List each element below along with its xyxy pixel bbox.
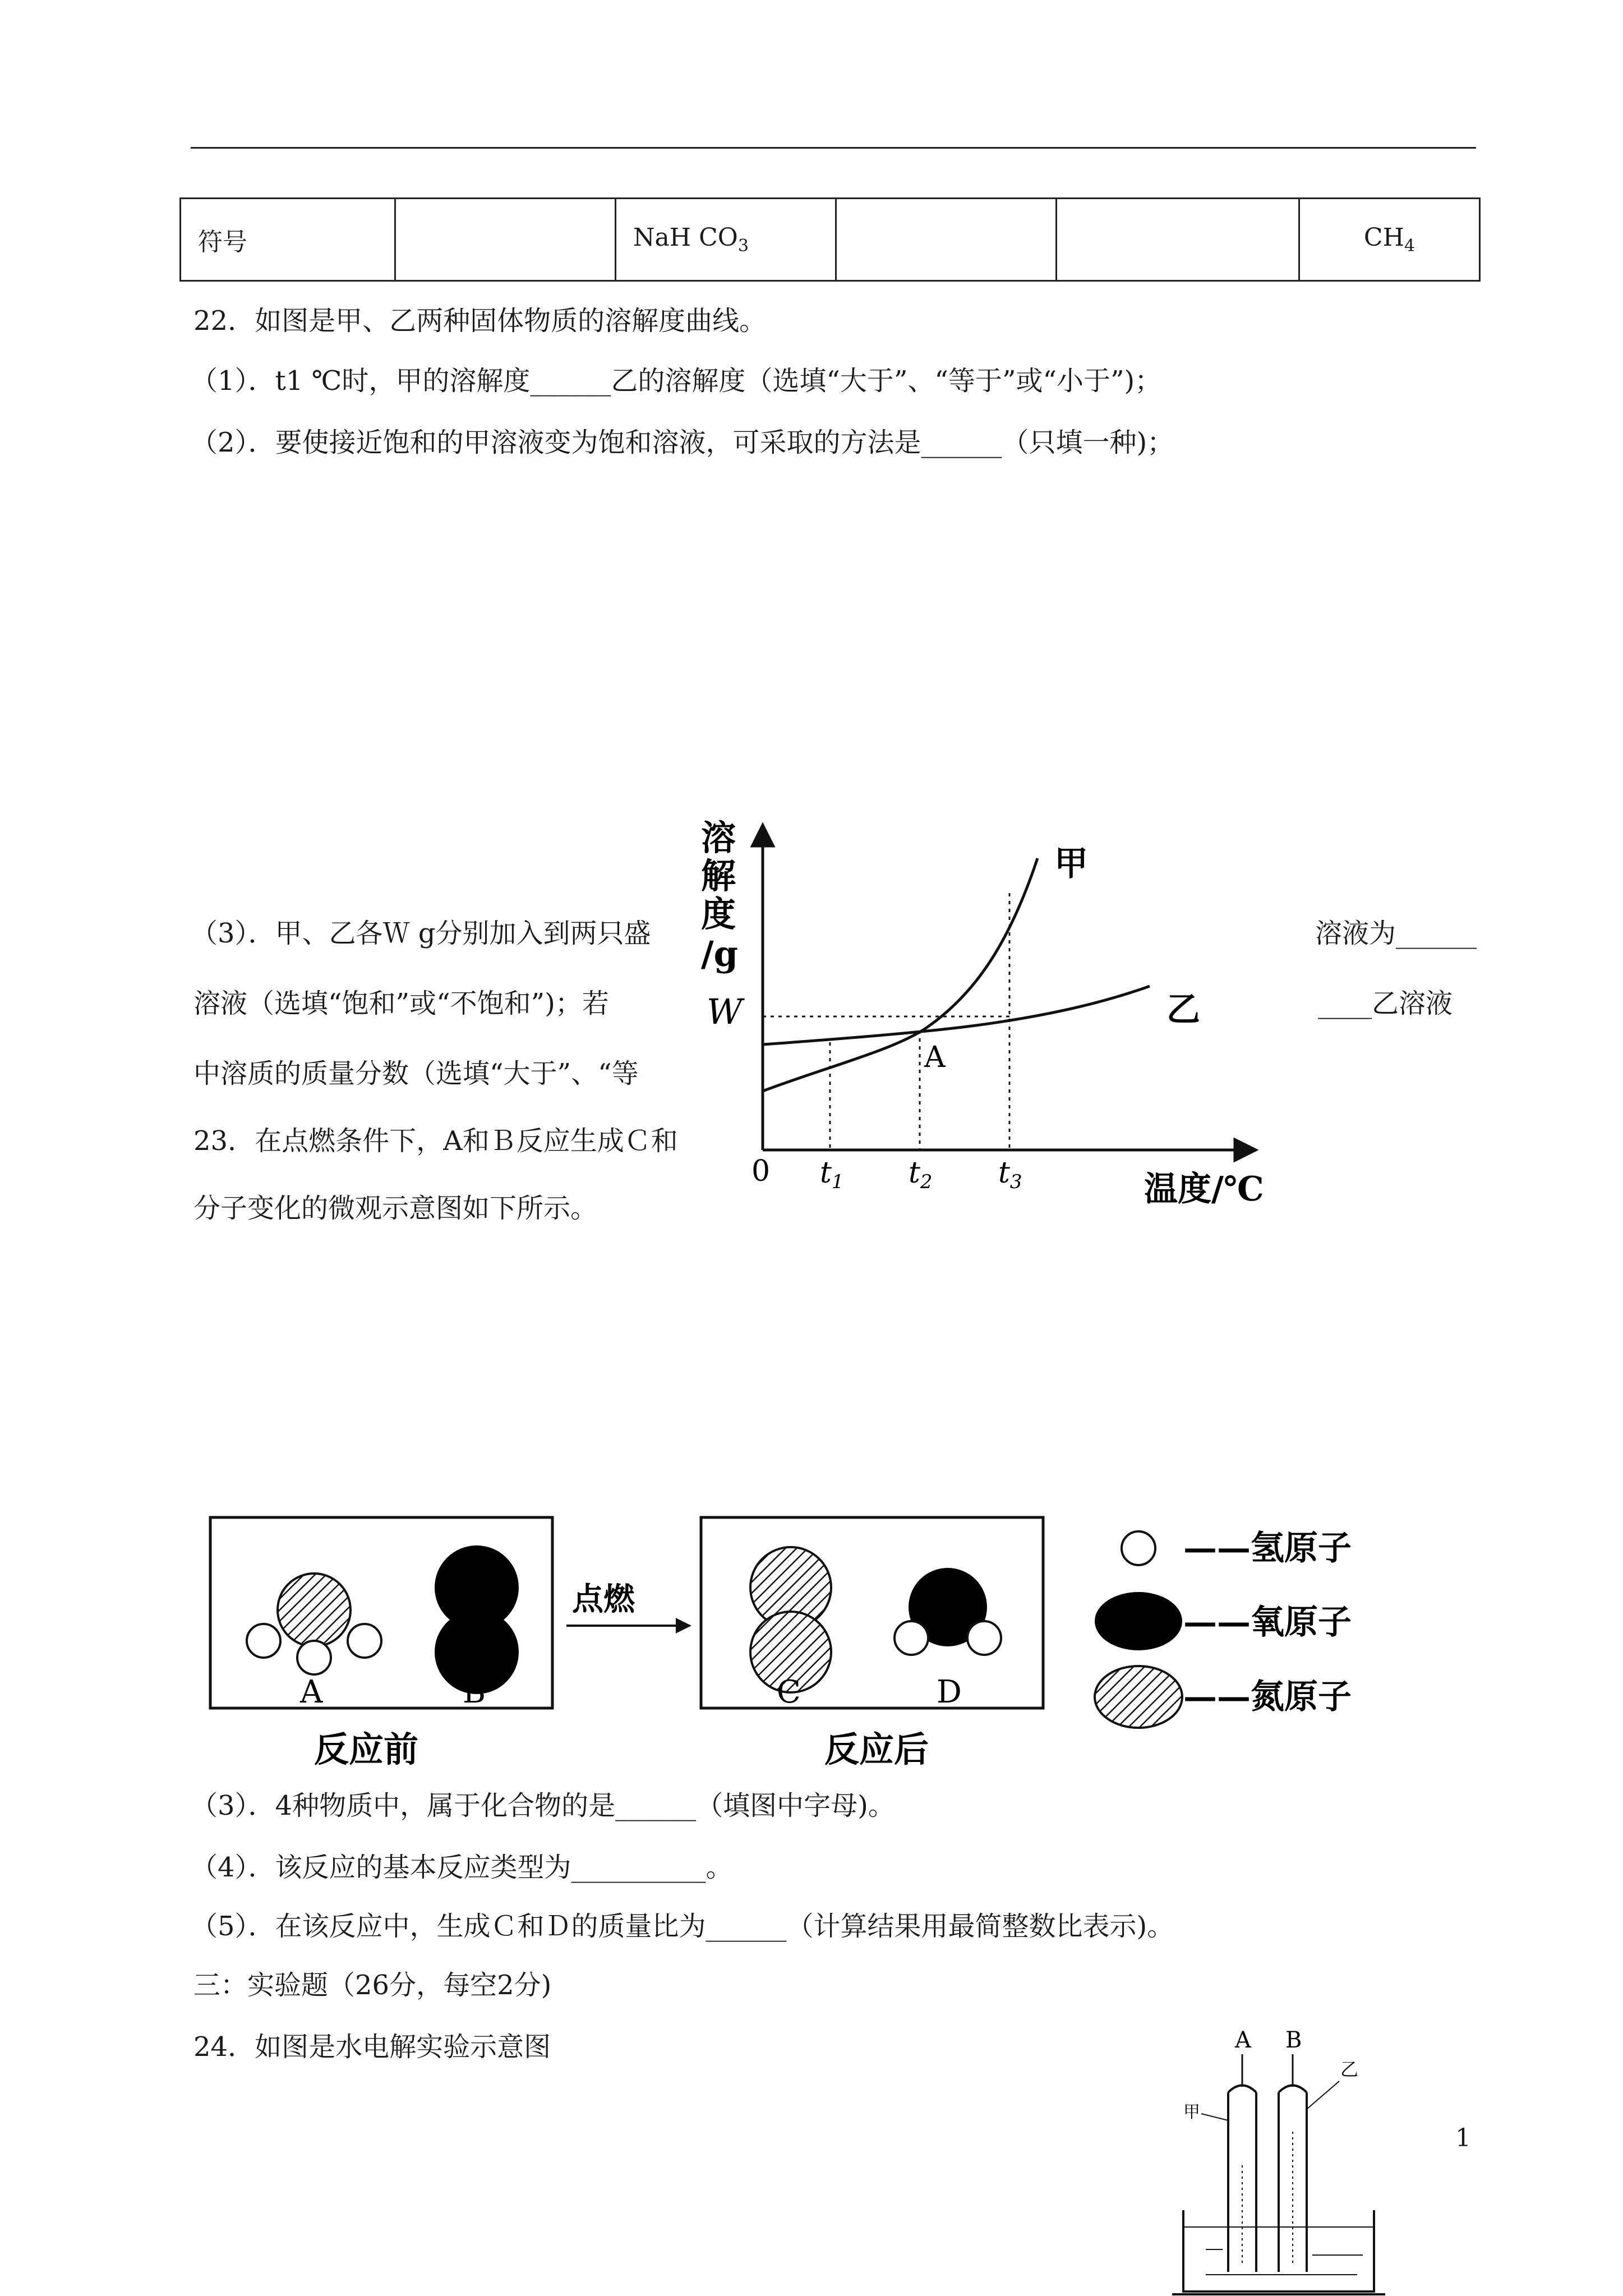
arrow-label: 点燃 [572,1581,635,1618]
header-rule [191,147,1476,149]
q23-part3: （3）．4种物质中，属于化合物的是______（填图中字母)。 [191,1790,895,1821]
q23-line2: 分子变化的微观示意图如下所示。 [193,1193,598,1224]
legend-hydrogen: ——氢原子 [1183,1529,1352,1568]
q22-part1: （1）．t1 ℃时，甲的溶解度______乙的溶解度（选填“大于”、“等于”或“小于”)； [191,365,1162,397]
table-cell [395,199,616,281]
label-jia: 甲 [1183,2102,1200,2122]
q22-part3-right: 溶液为______ [1315,918,1477,949]
x-axis-label: 温度/℃ [1144,1170,1264,1209]
y-label-2: 解 [701,855,736,896]
tick-t3: t3 [998,1156,1022,1193]
label-d: D [937,1674,962,1710]
legend-oxygen: ——氧原子 [1183,1603,1352,1642]
molecule-d-h1 [895,1621,928,1655]
before-label: 反应前 [314,1729,419,1770]
q22-part3-line2-left: 溶液（选填“饱和”或“不饱和”)；若 [193,988,609,1019]
symbol-table [179,197,1481,282]
legend-oxygen-icon [1095,1592,1182,1650]
tick-t2: t2 [909,1156,933,1193]
legend-nitrogen: ——氮原子 [1183,1677,1352,1717]
legend-nitrogen-icon [1095,1666,1182,1728]
molecule-a-h2 [297,1641,331,1674]
legend-hydrogen-icon [1122,1531,1155,1565]
q22-title: 22．如图是甲、乙两种固体物质的溶解度曲线。 [193,305,767,337]
molecule-a-h1 [247,1624,280,1658]
label-a: A [1235,2027,1251,2053]
table-cell-nahco3: NaH $CO_3$ [616,199,836,281]
w-label: W [707,991,743,1032]
series-jia-label: 甲 [1054,844,1088,884]
label-yi: 乙 [1340,2059,1359,2080]
q23-part5: （5）．在该反应中，生成Ｃ和Ｄ的质量比为______（计算结果用最简整数比表示)。 [191,1911,1174,1942]
table-cell-ch4: $CH_4$ [1299,199,1480,281]
electrolysis-diagram [1172,2025,1396,2296]
point-a-label: A [924,1041,946,1074]
table-row-header: 符号 [181,199,395,281]
label-c: C [777,1674,801,1710]
y-label-3: 度 [701,894,736,935]
table-cell [1057,199,1299,281]
q23-line1: 23．在点燃条件下，A和Ｂ反应生成Ｃ和 [193,1125,678,1157]
q23-part4: （4）．该反应的基本反应类型为__________。 [191,1852,733,1883]
reaction-diagram [208,1515,1475,1806]
origin-label: 0 [751,1154,771,1188]
solubility-chart [662,808,1324,1212]
molecule-d-h2 [967,1621,1001,1655]
q24-title: 24．如图是水电解实验示意图 [193,2031,551,2063]
label-b: B [463,1674,486,1710]
section-3-heading: 三：实验题（26分，每空2分) [193,1970,552,2001]
molecule-a-h3 [348,1624,381,1658]
q22-part3-left: （3）．甲、乙各Ｗ g分别加入到两只盛 [191,918,651,949]
table-cell [836,199,1057,281]
after-box [701,1517,1043,1708]
y-label-1: 溶 [701,817,736,858]
molecule-a-n [278,1573,351,1646]
page-number: 1 [1455,2124,1471,2152]
after-label: 反应后 [824,1729,929,1770]
q22-part3-line2-right: ____乙溶液 [1318,988,1453,1019]
series-yi-label: 乙 [1166,990,1200,1029]
label-b: B [1285,2027,1302,2053]
q22-part2: （2）．要使接近饱和的甲溶液变为饱和溶液，可采取的方法是______（只填一种)； [191,427,1174,458]
label-a: A [300,1674,323,1710]
y-label-4: /g [701,933,738,974]
tick-t1: t1 [820,1156,844,1193]
curve-yi [763,986,1150,1045]
q22-part3-line3-left: 中溶质的质量分数（选填“大于”、“等 [193,1058,639,1089]
curve-jia [763,858,1038,1091]
